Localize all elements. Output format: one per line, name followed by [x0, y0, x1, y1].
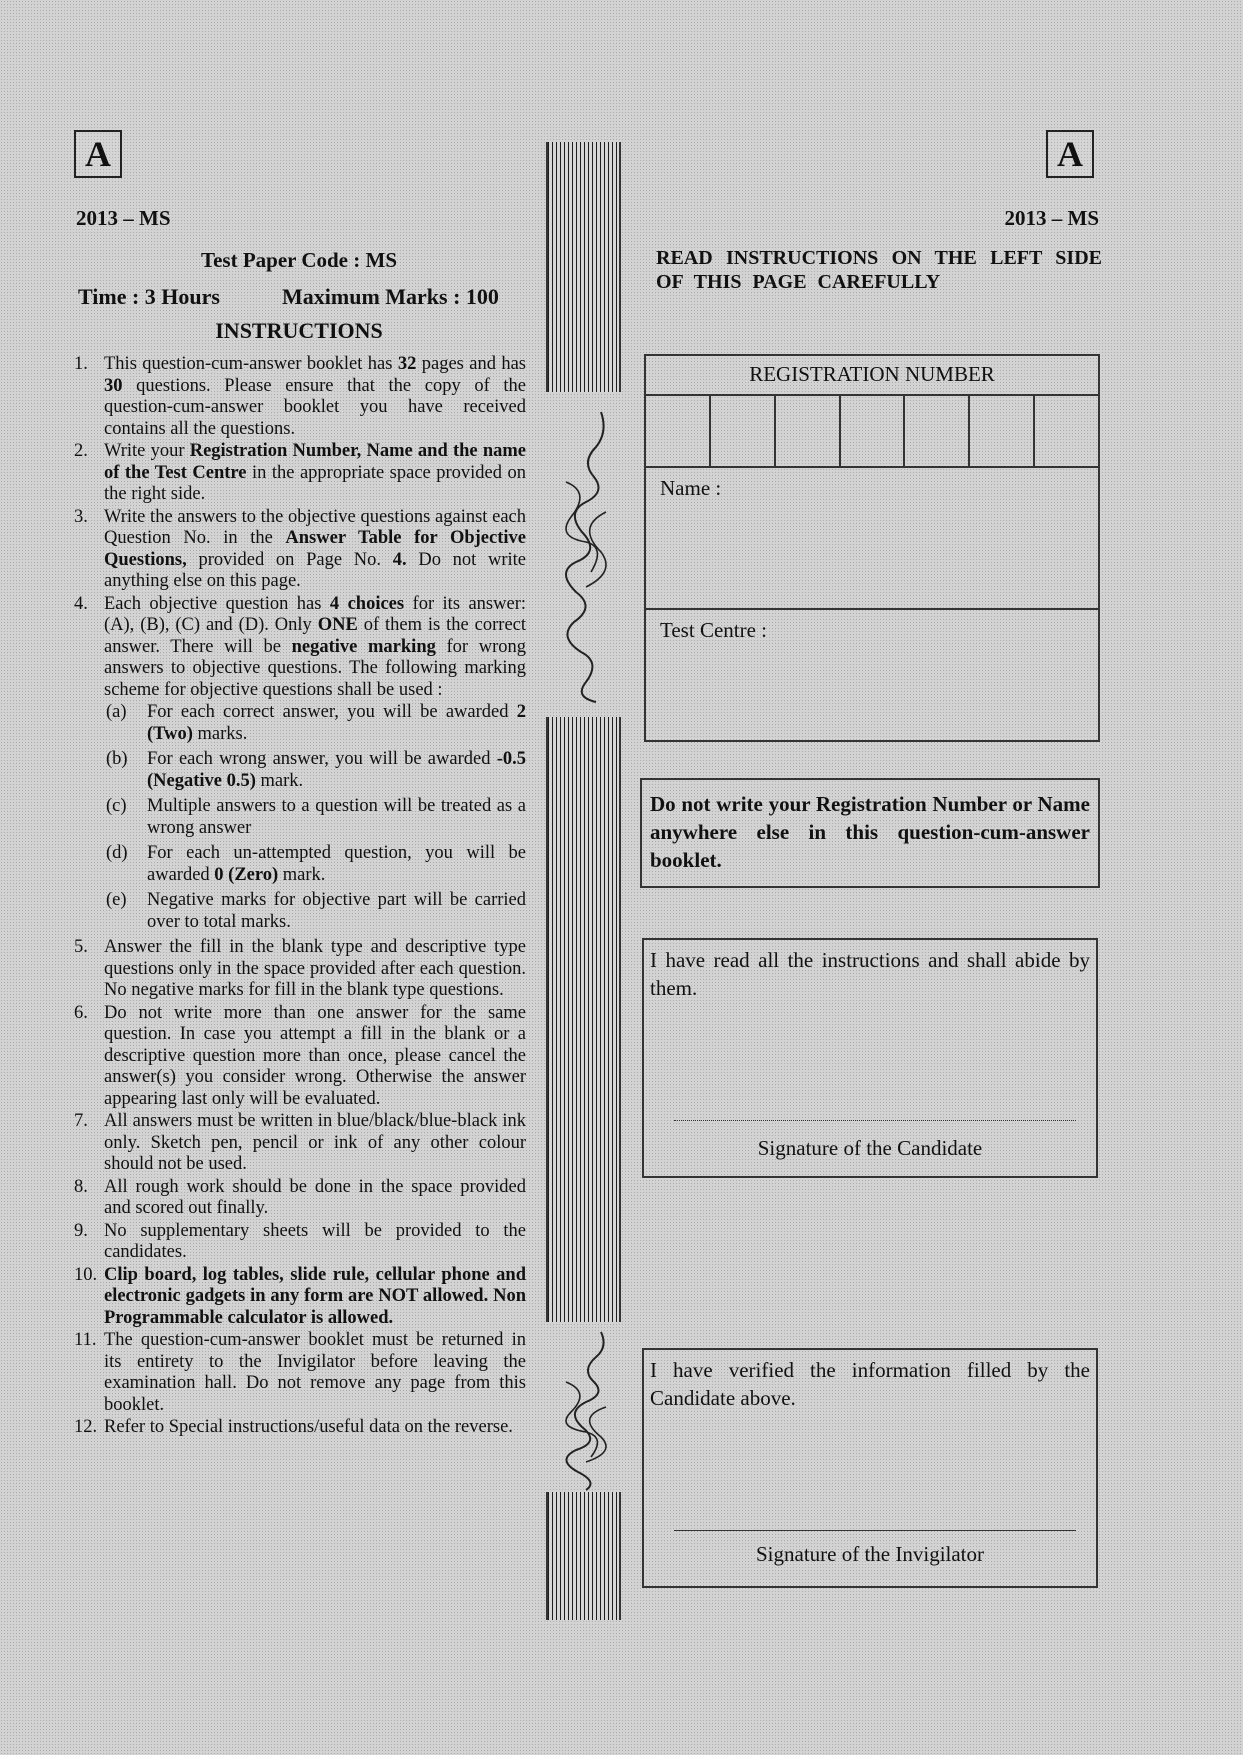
instructions-ol [74, 354, 526, 1439]
barcode-strip-top [546, 142, 621, 392]
instruction-item [74, 1417, 526, 1439]
seal-mark-top [546, 392, 621, 717]
instruction-number: 11. [74, 1330, 97, 1350]
sub-item-letter: (e) [106, 890, 127, 910]
instruction-item [74, 354, 526, 440]
invigilator-signature-line[interactable] [674, 1530, 1076, 1531]
registration-digit-cell[interactable] [905, 396, 970, 466]
bold-text: 32 [397, 354, 417, 374]
registration-digit-grid [646, 394, 1098, 468]
instruction-item [74, 441, 526, 506]
registration-digit-cell[interactable] [841, 396, 906, 466]
barcode-strip-middle [546, 717, 621, 1322]
invigilator-verification-box [642, 1348, 1098, 1588]
bold-text: Registration Number, Name and the name of the Test Centre [104, 441, 526, 483]
seal-mark-bottom [546, 1322, 621, 1492]
set-code-box-left [74, 130, 122, 178]
text: provided on Page No. [186, 549, 393, 570]
text: Write the answers to the objective questions against each Question No. in the [104, 506, 526, 548]
text: questions. Please ensure that the copy of the question-cum-answer booklet you have received contains all the questions. [104, 375, 526, 439]
text: Negative marks for objective part will be carried over to total marks. [147, 890, 526, 932]
bold-text: negative marking [291, 636, 436, 657]
registration-digit-cell[interactable] [776, 396, 841, 466]
set-code-box-right [1046, 130, 1094, 178]
bold-text: 30 [104, 375, 123, 396]
text: Multiple answers to a question will be treated as a wrong answer [147, 796, 526, 838]
text: No supplementary sheets will be provided to the candidates. [104, 1220, 526, 1262]
text: Refer to Special instructions/useful data on the reverse. [104, 1417, 513, 1437]
text: The question-cum-answer booklet must be returned in its entirety to the Invigilator before leaving the examination hall. Do not remove any page from this booklet. [104, 1330, 526, 1415]
time-label: Time : 3 Hours [78, 284, 220, 309]
registration-digit-cell[interactable] [711, 396, 776, 466]
instruction-item [74, 594, 526, 934]
text: Write your [104, 441, 190, 461]
sub-item-letter: (a) [106, 702, 127, 722]
text: in the appropriate space provided on the right side. [104, 462, 526, 504]
bold-text: -0.5 (Negative 0.5) [147, 749, 526, 791]
text: For each wrong answer, you will be awarded [147, 749, 497, 769]
instruction-number: 5. [74, 937, 88, 957]
sub-item-letter: (b) [106, 749, 128, 769]
text: mark. [278, 864, 326, 885]
candidate-signature-line[interactable] [674, 1120, 1076, 1121]
registration-digit-cell[interactable] [970, 396, 1035, 466]
warning-text: Do not write your Registration Number or Name anywhere else in this question-cum-answer booklet. [650, 792, 1090, 872]
text: pages and has [416, 354, 526, 374]
registration-digit-cell[interactable] [1035, 396, 1098, 466]
text: for its answer: (A), (B), (C) and (D). Only [104, 593, 526, 635]
instruction-item [74, 1221, 526, 1264]
set-code: A [1057, 134, 1083, 174]
marking-scheme-item [104, 796, 526, 839]
paper-code-left: 2013 – MS [76, 206, 171, 230]
instruction-number: 1. [74, 354, 88, 374]
instruction-number: 9. [74, 1220, 88, 1241]
invigilator-signature-label: Signature of the Invigilator [755, 1542, 985, 1566]
text: for wrong answers to objective questions. The following marking scheme for objective questions shall be used : [104, 636, 526, 700]
text: All rough work should be done in the space provided and scored out finally. [104, 1176, 526, 1218]
instruction-item [74, 1003, 526, 1111]
instruction-number: 2. [74, 441, 88, 461]
instruction-number: 7. [74, 1111, 88, 1131]
marking-scheme-list [104, 702, 526, 933]
marking-scheme-item [104, 890, 526, 933]
instruction-item [74, 507, 526, 593]
instruction-item [74, 1177, 526, 1220]
instruction-number: 6. [74, 1002, 88, 1023]
max-marks-label: Maximum Marks : 100 [282, 284, 499, 309]
test-paper-code: Test Paper Code : MS [201, 248, 397, 272]
test-centre-field[interactable] [646, 610, 1098, 740]
name-label: Name : [660, 476, 722, 500]
test-centre-label: Test Centre : [660, 618, 767, 642]
bold-text: ONE [317, 615, 358, 635]
text: For each correct answer, you will be awarded [147, 702, 517, 722]
verification-text: I have verified the information filled by the Candidate above. [650, 1358, 1090, 1410]
bold-text: Answer Table for Objective Questions, [104, 528, 526, 570]
bold-text: 0 (Zero) [214, 864, 279, 885]
marking-scheme-item [104, 749, 526, 792]
sub-item-letter: (c) [106, 796, 127, 816]
name-field[interactable] [646, 468, 1098, 610]
set-code: A [85, 134, 111, 174]
text: Do not write anything else on this page. [104, 549, 526, 591]
candidate-signature-label: Signature of the Candidate [757, 1136, 983, 1160]
text: For each un-attempted question, you will be awarded [147, 843, 526, 885]
read-instructions-heading: READ INSTRUCTIONS ON THE LEFT SIDE OF THIS PAGE CAREFULLY [656, 247, 1102, 293]
candidate-declaration-box [642, 938, 1098, 1178]
text: Answer the fill in the blank type and descriptive type questions only in the space provided after each question. No negative marks for fill in the blank type questions. [104, 937, 526, 1000]
binding-strip [546, 142, 621, 1620]
paper-code-right: 2013 – MS [1004, 206, 1099, 230]
text: marks. [192, 723, 248, 744]
instruction-number: 4. [74, 593, 88, 614]
instruction-number: 3. [74, 506, 88, 527]
text: Each objective question has [104, 593, 330, 614]
sub-item-letter: (d) [106, 843, 128, 863]
bold-text: 4. [392, 549, 407, 570]
declaration-text: I have read all the instructions and shall abide by them. [650, 948, 1090, 1000]
instruction-item [74, 1111, 526, 1176]
instructions-list [74, 354, 526, 1614]
instruction-number: 10. [74, 1264, 98, 1285]
instructions-title: INSTRUCTIONS [215, 318, 383, 343]
instruction-number: 8. [74, 1176, 88, 1197]
warning-box [640, 778, 1100, 888]
text: Do not write more than one answer for the same question. In case you attempt a fill in the blank or a descriptive question more than once, please cancel the answer(s) you consider wrong. Otherwise the answer appearing last only will be evaluated. [104, 1002, 526, 1109]
text: mark. [255, 770, 304, 791]
registration-digit-cell[interactable] [646, 396, 711, 466]
instruction-item [74, 1330, 526, 1416]
bold-text: 2 (Two) [147, 702, 526, 744]
instruction-item [74, 937, 526, 1002]
text: All answers must be written in blue/black/blue-black ink only. Sketch pen, pencil or ink of any other colour should not be used. [104, 1111, 526, 1174]
registration-box [644, 354, 1100, 742]
marking-scheme-item [104, 702, 526, 745]
marking-scheme-item [104, 843, 526, 886]
barcode-strip-bottom [546, 1492, 621, 1620]
instruction-item [74, 1265, 526, 1330]
instruction-number: 12. [74, 1417, 98, 1437]
text: of them is the correct answer. There will be [104, 615, 526, 657]
bold-text: Clip board, log tables, slide rule, cellular phone and electronic gadgets in any form are NOT allowed. Non Programmable calculator is allowed. [104, 1264, 526, 1328]
text: This question-cum-answer booklet has [104, 354, 398, 374]
registration-number-label: REGISTRATION NUMBER [749, 362, 995, 386]
bold-text: 4 choices [329, 593, 405, 614]
